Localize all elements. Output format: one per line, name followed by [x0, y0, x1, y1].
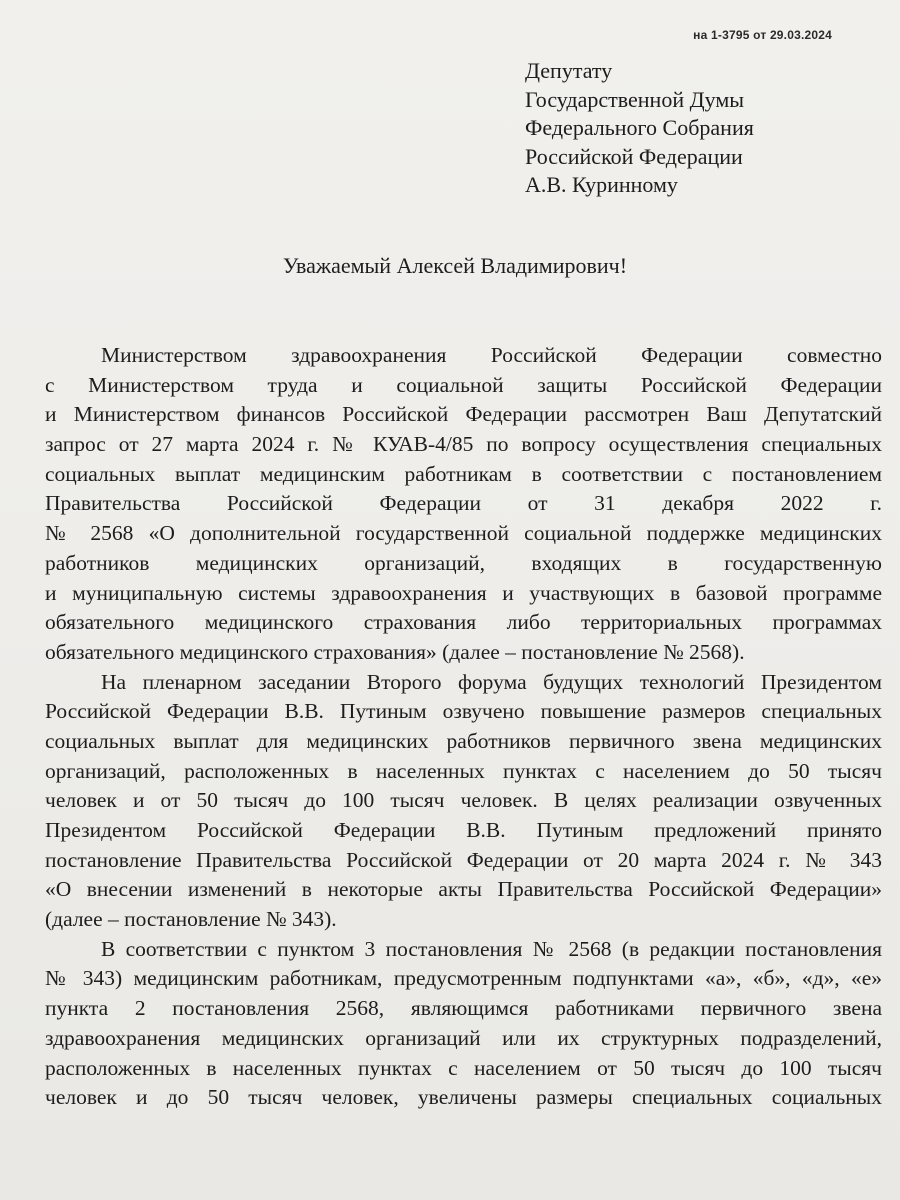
addressee-line: А.В. Куринному — [525, 172, 678, 197]
body-line: человек и от 50 тысяч до 100 тысяч человек. В целях реализации озвученных — [45, 788, 882, 813]
body-line: организаций, расположенных в населенных пунктах с населением до 50 тысяч — [45, 758, 882, 783]
body-line: № 343) медицинским работникам, предусмотренным подпунктами «а», «б», «д», «е» — [45, 966, 882, 991]
body-line: «О внесении изменений в некоторые акты Правительства Российской Федерации» — [45, 877, 882, 902]
body-line: обязательного медицинского страхования» (далее – постановление № 2568). — [45, 639, 745, 664]
addressee-line: Российской Федерации — [525, 143, 743, 169]
body-line: постановление Правительства Российской Федерации от 20 марта 2024 г. № 343 — [45, 847, 882, 872]
body-line: Президентом Российской Федерации В.В. Путиным предложений принято — [45, 818, 882, 842]
body-line: социальных выплат медицинским работникам в соответствии с постановлением — [45, 461, 882, 486]
body-line: расположенных в населенных пунктах с населением от 50 тысяч до 100 тысяч — [45, 1055, 882, 1080]
body-line: и муниципальную системы здравоохранения и участвующих в базовой программе — [45, 580, 882, 605]
body-line: человек и до 50 тысяч человек, увеличены размеры специальных социальных — [45, 1085, 882, 1110]
letter-body — [45, 341, 882, 1113]
body-line: (далее – постановление № 343). — [45, 907, 337, 932]
body-line: пункта 2 постановления 2568, являющимся работниками первичного звена — [45, 996, 882, 1021]
body-line: В соответствии с пунктом 3 постановления № 2568 (в редакции постановления — [101, 936, 882, 961]
body-line: запрос от 27 марта 2024 г. № КУАВ-4/85 по вопросу осуществления специальных — [45, 432, 882, 457]
body-line: обязательного медицинского страхования либо территориальных программах — [45, 610, 882, 635]
body-line: здравоохранения медицинских организаций или их структурных подразделений, — [45, 1025, 882, 1050]
body-line: и Министерством финансов Российской Федерации рассмотрен Ваш Депутатский — [45, 402, 882, 427]
addressee-line: Депутату — [525, 58, 613, 83]
addressee-line: Государственной Думы — [525, 86, 745, 112]
body-line: На пленарном заседании Второго форума будущих технологий Президентом — [101, 669, 882, 694]
body-line: социальных выплат для медицинских работников первичного звена медицинских — [45, 728, 882, 753]
body-line: № 2568 «О дополнительной государственной социальной поддержке медицинских — [45, 521, 882, 546]
body-line: Российской Федерации В.В. Путиным озвучено повышение размеров специальных — [45, 699, 882, 724]
addressee-block — [525, 57, 754, 200]
body-line: Министерством здравоохранения Российской Федерации совместно — [101, 343, 882, 367]
body-line: Правительства Российской Федерации от 31 декабря 2022 г. — [45, 491, 882, 516]
addressee-line: Федерального Собрания — [525, 115, 754, 140]
salutation: Уважаемый Алексей Владимирович! — [282, 253, 628, 278]
body-line: работников медицинских организаций, входящих в государственную — [45, 550, 882, 575]
body-line: с Министерством труда и социальной защиты Российской Федерации — [45, 372, 882, 397]
registration-number: на 1-3795 от 29.03.2024 — [693, 28, 832, 42]
